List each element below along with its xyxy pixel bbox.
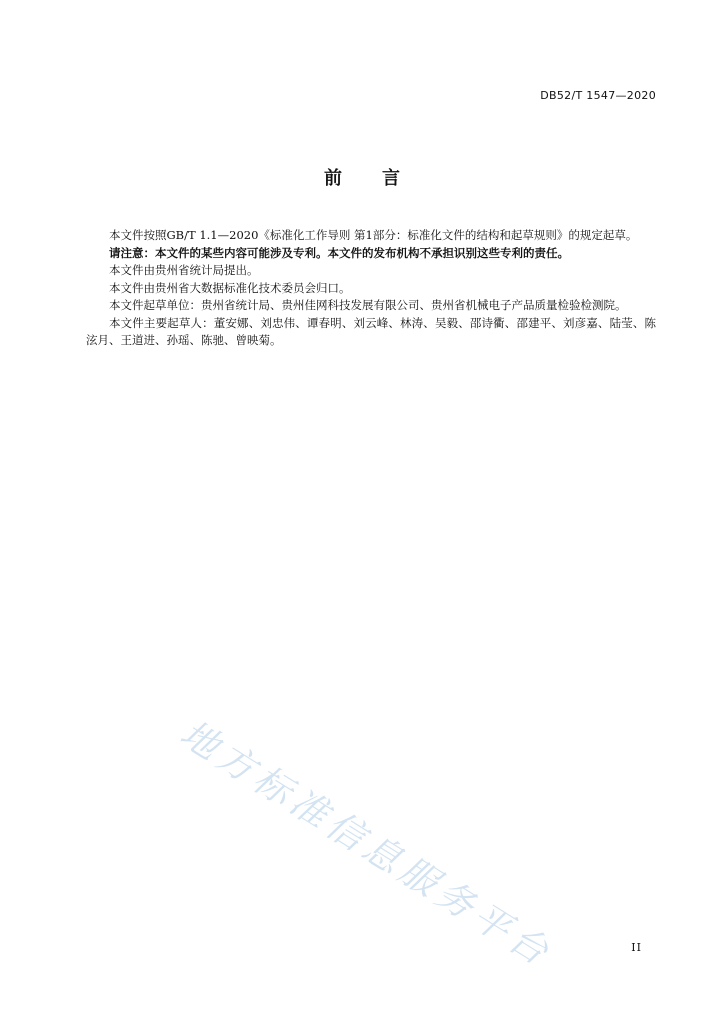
page-number: II: [631, 941, 642, 954]
section-heading: [0, 164, 724, 190]
paragraph-proposer: 本文件由贵州省统计局提出。: [109, 263, 259, 277]
document-code: DB52/T 1547—2020: [540, 89, 656, 102]
paragraph-committee: 本文件由贵州省大数据标准化技术委员会归口。: [109, 280, 351, 295]
paragraph-drafters: 本文件主要起草人：董安娜、刘忠伟、谭春明、刘云峰、林涛、吴毅、邵诗衢、邵建平、刘彦嘉、陆莹、陈泫月、王道进、孙瑶、陈驰、曾映菊。: [86, 315, 656, 347]
heading-char-1: 前: [324, 168, 342, 189]
paragraph-patent-notice: 请注意：本文件的某些内容可能涉及专利。本文件的发布机构不承担识别这些专利的责任。: [109, 245, 569, 260]
heading-char-2: 言: [382, 168, 400, 189]
document-body: [86, 227, 656, 350]
paragraph-drafting-rules: 本文件按照GB/T 1.1—2020《标准化工作导则 第1部分：标准化文件的结构和起草规则》的规定起草。: [109, 228, 638, 242]
paragraph-drafting-units: 本文件起草单位：贵州省统计局、贵州佳网科技发展有限公司、贵州省机械电子产品质量检验检测院。: [109, 298, 627, 312]
watermark: 地方标准信息服务平台: [172, 711, 561, 977]
